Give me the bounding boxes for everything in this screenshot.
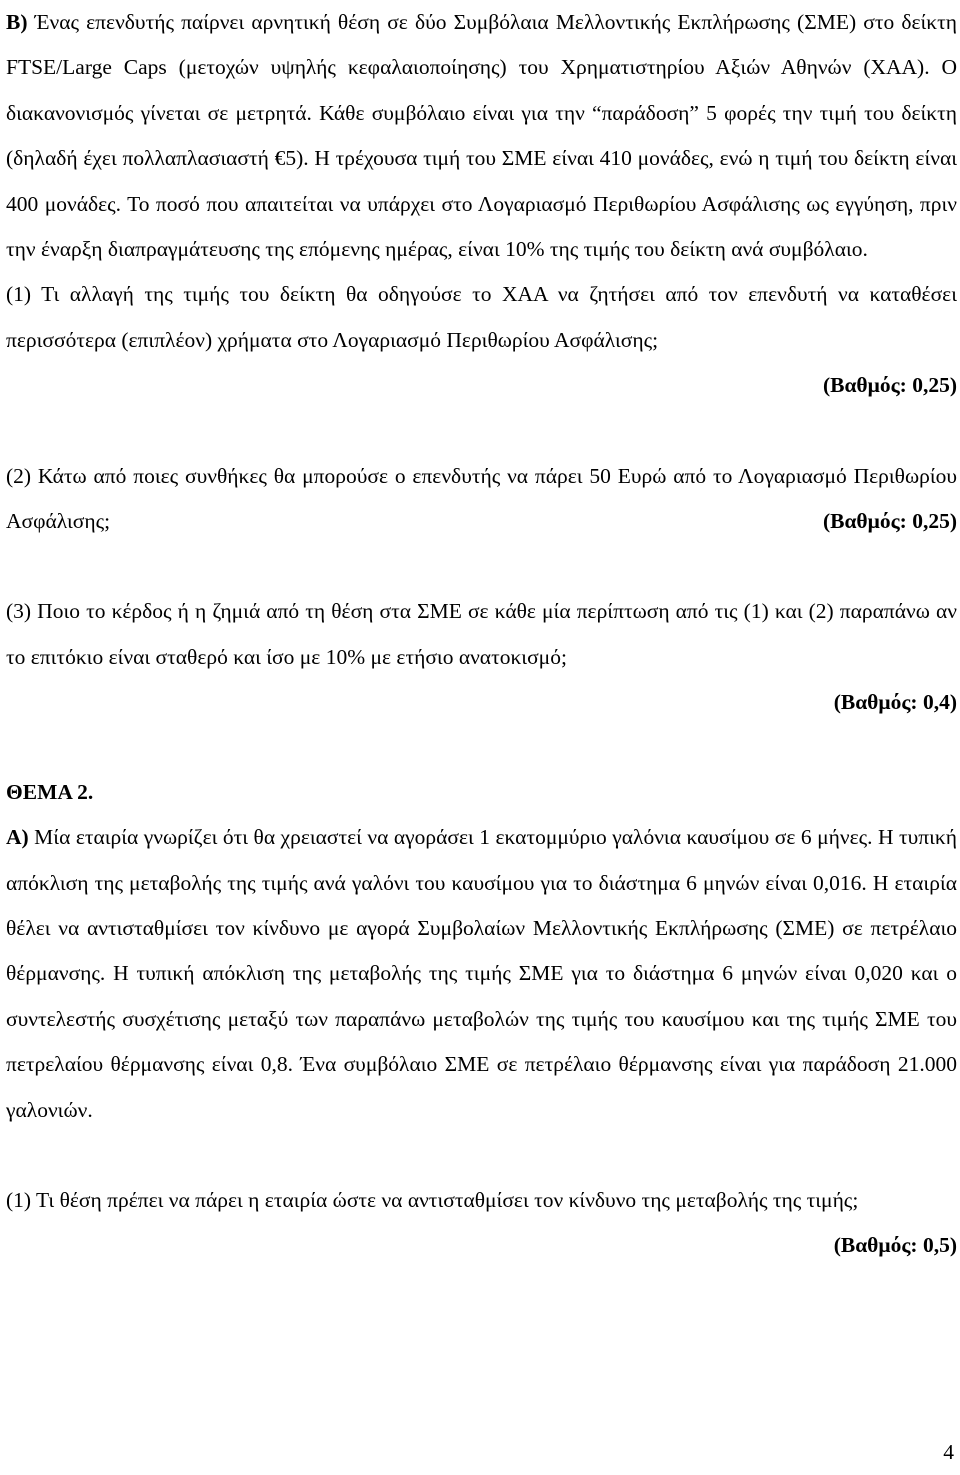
spacer (6, 544, 957, 589)
topic-2-section-a-label: A) (6, 825, 29, 850)
topic-2-question-1-grade: (Βαθμός: 0,5) (833, 1233, 957, 1258)
section-b-intro-text: Ένας επενδυτής παίρνει αρνητική θέση σε δύο Συμβόλαια Μελλοντικής Εκπλήρωσης (ΣΜΕ) στο δείκτη FTSE/Large Caps (μετοχών υψηλής κεφαλαιοποίησης) του Χρηματιστηρίου Αξιών Αθηνών (ΧΑΑ). Ο διακανονισμός γίνεται σε μετρητά. Κάθε συμβόλαιο είναι για την “παράδοση” 5 φορές την τιμή του δείκτη (δηλαδή έχει πολλαπλασιαστή €5). Η τρέχουσα τιμή του ΣΜΕ είναι 410 μονάδες, ενώ η τιμή του δείκτη είναι 400 μονάδες. Το ποσό που απαιτείται να υπάρχει στο Λογαριασμό Περιθωρίου Ασφάλισης ως εγγύηση, πριν την έναρξη διαπραγμάτευσης της επόμενης ημέρας, είναι 10% της τιμής του δείκτη ανά συμβόλαιο. (6, 10, 958, 262)
spacer (6, 409, 957, 454)
topic-2-section-a (6, 815, 957, 1133)
section-b-question-2-text: (2) Κάτω από ποιες συνθήκες θα μπορούσε ο επενδυτής να πάρει 50 Ευρώ από το Λογαριασμό Περιθωρίου Ασφάλισης; (6, 463, 957, 534)
page-number: 4 (943, 1440, 954, 1464)
spacer (6, 726, 957, 770)
topic-2-heading: ΘΕΜΑ 2. (6, 779, 94, 804)
section-b-intro (6, 0, 957, 272)
topic-2-question-1-text: (1) Τι θέση πρέπει να πάρει η εταιρία ώστε να αντισταθμίσει τον κίνδυνο της μεταβολής της τιμής; (6, 1187, 859, 1212)
topic-2-section-a-text: Μία εταιρία γνωρίζει ότι θα χρειαστεί να αγοράσει 1 εκατομμύριο γαλόνια καυσίμου σε 6 μήνες. Η τυπική απόκλιση της μεταβολής της τιμής ανά γαλόνι του καυσίμου για το διάστημα 6 μηνών είναι 0,016. Η εταιρία θέλει να αντισταθμίσει τον κίνδυνο με αγορά Συμβολαίων Μελλοντικής Εκπλήρωσης (ΣΜΕ) σε πετρέλαιο θέρμανσης. Η τυπική απόκλιση της μεταβολής της τιμής ΣΜΕ για το διάστημα 6 μηνών είναι 0,020 και ο συντελεστής συσχέτισης μεταξύ των παραπάνω μεταβολών της τιμής του καυσίμου και της τιμής ΣΜΕ του πετρελαίου θέρμανσης είναι 0,8. Ένα συμβόλαιο ΣΜΕ σε πετρέλαιο θέρμανσης είναι για παράδοση 21.000 γαλονιών. (6, 825, 957, 1122)
section-b-question-1-text: (1) Τι αλλαγή της τιμής του δείκτη θα οδηγούσε το ΧΑΑ να ζητήσει από τον επενδυτή να καταθέσει περισσότερα (επιπλέον) χρήματα στο Λογαριασμό Περιθωρίου Ασφάλισης; (6, 282, 957, 352)
section-b-question-2 (6, 454, 957, 545)
topic-2-question-1 (6, 1178, 957, 1258)
section-b-question-2-grade: (Βαθμός: 0,25) (822, 509, 957, 534)
section-b-question-3 (6, 589, 957, 680)
section-b-label: B) (6, 10, 28, 34)
section-b-question-1-grade: (Βαθμός: 0,25) (822, 373, 957, 398)
document-page (6, 0, 957, 1269)
section-b-question-1 (6, 272, 957, 363)
section-b-question-3-text: (3) Ποιο το κέρδος ή η ζημιά από τη θέση στα ΣΜΕ σε κάθε μία περίπτωση από τις (1) και (2) παραπάνω αν το επιτόκιο είναι σταθερό και ίσο με 10% με ετήσιο ανατοκισμό; (6, 599, 957, 669)
section-b-question-3-grade: (Βαθμός: 0,4) (833, 690, 957, 715)
spacer (6, 1133, 957, 1178)
